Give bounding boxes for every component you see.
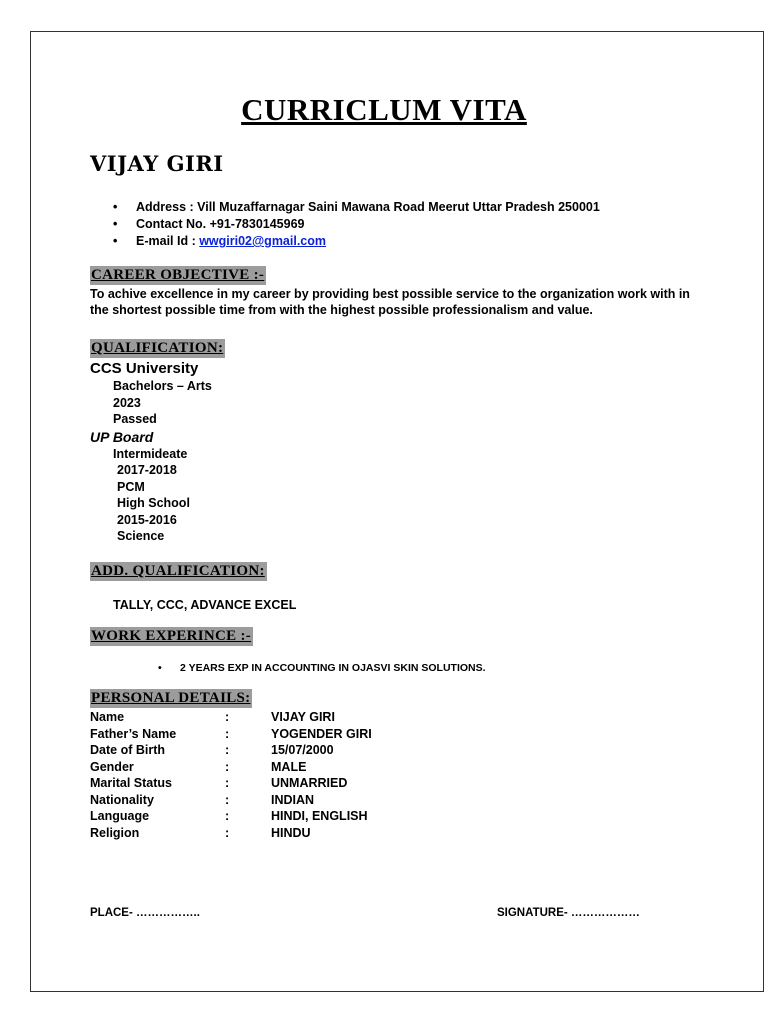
details-row <box>90 775 372 792</box>
board-name: UP Board <box>90 429 154 445</box>
details-row <box>90 742 372 759</box>
details-separator: : <box>225 710 230 724</box>
details-separator: : <box>225 776 230 790</box>
details-label: Father’s Name <box>90 726 177 741</box>
work-experience-heading: WORK EXPERINCE :- <box>91 628 252 644</box>
signature-field: SIGNATURE- ……………… <box>497 907 640 919</box>
details-value: YOGENDER GIRI <box>271 726 372 741</box>
board-line: 2015-2016 <box>117 512 177 527</box>
personal-details-table <box>90 709 372 841</box>
details-separator: : <box>225 743 230 757</box>
work-experience-list <box>158 660 486 676</box>
details-row <box>90 726 372 743</box>
personal-details-heading: PERSONAL DETAILS: <box>91 690 251 706</box>
details-separator: : <box>225 809 230 823</box>
contact-phone: • Contact No. +91-7830145969 <box>113 216 600 233</box>
details-row <box>90 808 372 825</box>
details-value: INDIAN <box>271 792 315 807</box>
details-label: Religion <box>90 825 140 840</box>
details-value: UNMARRIED <box>271 776 348 790</box>
details-value: 15/07/2000 <box>271 743 334 757</box>
contact-list <box>113 199 600 250</box>
board-line: Intermideate <box>113 446 188 461</box>
work-experience-item: • 2 YEARS EXP IN ACCOUNTING IN OJASVI SKIN SOLUTIONS. <box>158 660 486 676</box>
details-label: Name <box>90 710 125 724</box>
details-value: HINDU <box>271 825 311 840</box>
contact-email <box>113 233 600 250</box>
details-label: Language <box>90 809 150 823</box>
details-row <box>90 792 372 809</box>
email-label: E-mail Id : <box>136 234 200 248</box>
details-label: Date of Birth <box>90 743 165 757</box>
career-objective-heading: CAREER OBJECTIVE :- <box>91 267 265 283</box>
details-label: Marital Status <box>90 776 172 790</box>
qualification-heading: QUALIFICATION: <box>91 340 224 356</box>
details-label: Gender <box>90 759 134 774</box>
details-label: Nationality <box>90 792 154 807</box>
add-qualification-text: TALLY, CCC, ADVANCE EXCEL <box>113 598 297 612</box>
board-line: High School <box>117 496 190 510</box>
candidate-name: VIJAY GIRI <box>90 151 224 176</box>
details-value: MALE <box>271 759 307 774</box>
details-separator: : <box>225 825 230 840</box>
add-qualification-heading: ADD. QUALIFICATION: <box>91 563 265 579</box>
board-line: Science <box>117 529 165 543</box>
details-row <box>90 759 372 776</box>
career-objective-text: To achive excellence in my career by providing best possible service to the organization work with in the shortest possible time from with the highest possible professionalism and value. <box>90 287 690 317</box>
details-separator: : <box>225 792 230 807</box>
university-name: CCS University <box>90 360 199 377</box>
details-separator: : <box>225 726 230 741</box>
contact-address: • Address : Vill Muzaffarnagar Saini Mawana Road Meerut Uttar Pradesh 250001 <box>113 199 600 216</box>
university-result: Passed <box>113 412 157 426</box>
board-line: 2017-2018 <box>117 463 177 477</box>
document-title: CURRICLUM VITA <box>241 92 527 127</box>
details-value: VIJAY GIRI <box>271 710 335 724</box>
details-value: HINDI, ENGLISH <box>271 809 368 823</box>
place-field: PLACE- …………….. <box>90 907 200 919</box>
university-degree: Bachelors – Arts <box>113 379 212 393</box>
email-link[interactable]: wwgiri02@gmail.com <box>199 234 327 248</box>
board-line: PCM <box>117 479 145 494</box>
details-separator: : <box>225 759 230 774</box>
details-row <box>90 825 372 842</box>
details-row <box>90 709 372 726</box>
university-year: 2023 <box>113 395 141 410</box>
